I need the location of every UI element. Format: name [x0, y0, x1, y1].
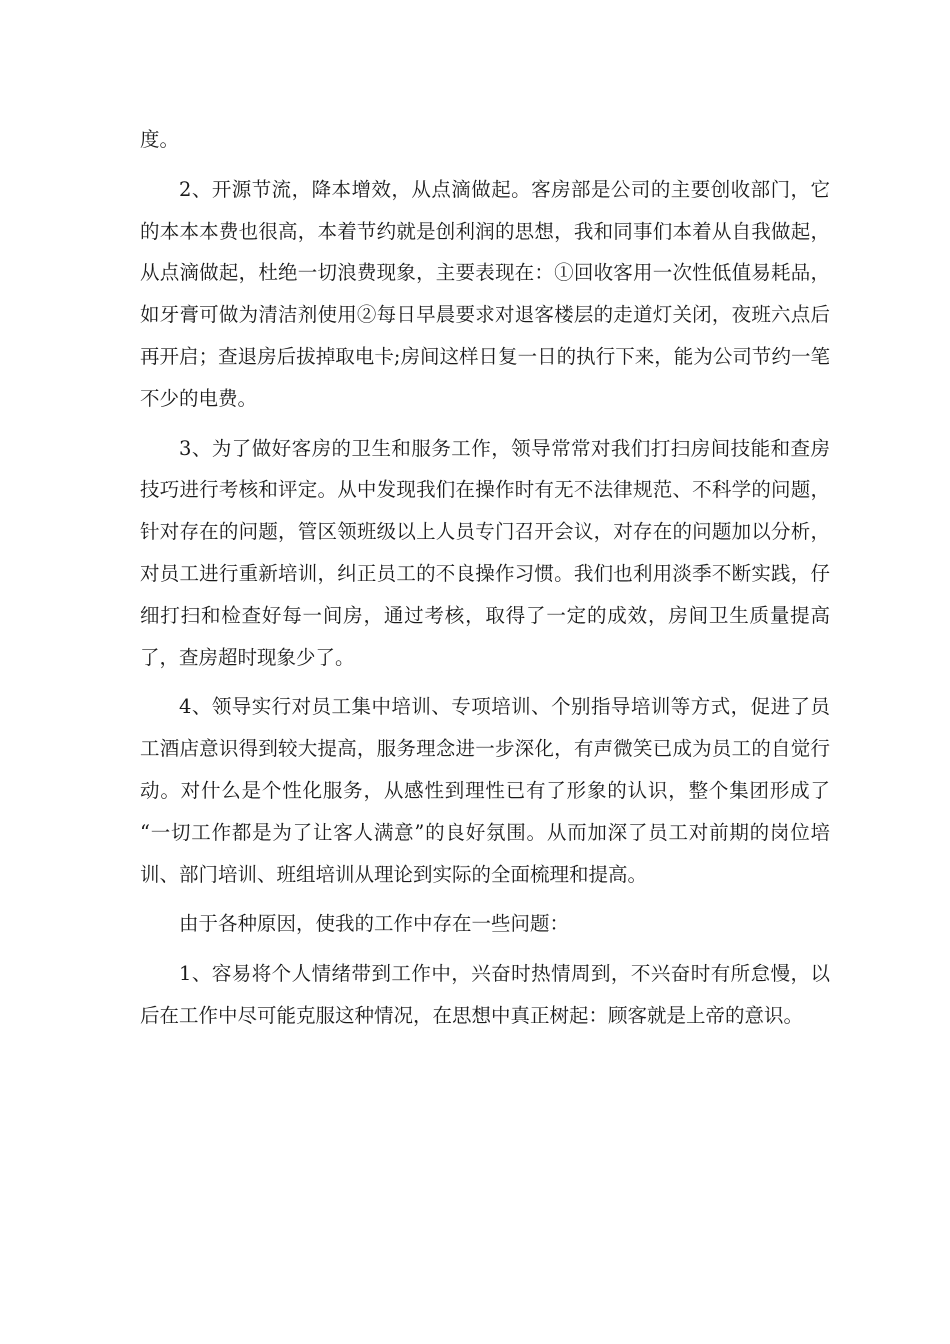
paragraph-item-2: 2、开源节流，降本增效，从点滴做起。客房部是公司的主要创收部门，它的本本本费也很高，本着节约就是创利润的思想，我和同事们本着从自我做起，从点滴做起，杜绝一切浪费现象，主要表现在：①回收客用一次性低值易耗品，如牙膏可做为清洁剂使用②每日早晨要求对退客楼层的走道灯关闭，夜班六点后再开启；查退房后拔掉取电卡;房间这样日复一日的执行下来，能为公司节约一笔不少的电费。 — [140, 177, 830, 410]
paragraph-problem-1: 1、容易将个人情绪带到工作中，兴奋时热情周到，不兴奋时有所怠慢，以后在工作中尽可能克服这种情况，在思想中真正树起：顾客就是上帝的意识。 — [140, 962, 830, 1027]
paragraph-continuation: 度。 — [140, 128, 180, 151]
paragraph-item-3: 3、为了做好客房的卫生和服务工作，领导常常对我们打扫房间技能和查房技巧进行考核和评定。从中发现我们在操作时有无不法律规范、不科学的问题，针对存在的问题，管区领班级以上人员专门召开会议，对存在的问题加以分析，对员工进行重新培训，纠正员工的不良操作习惯。我们也利用淡季不断实践，仔细打扫和检查好每一间房，通过考核，取得了一定的成效，房间卫生质量提高了，查房超时现象少了。 — [140, 436, 830, 669]
document-body — [140, 119, 830, 1045]
paragraph-item-4: 4、领导实行对员工集中培训、专项培训、个别指导培训等方式，促进了员工酒店意识得到较大提高，服务理念进一步深化，有声微笑已成为员工的自觉行动。对什么是个性化服务，从感性到理性已有了形象的认识，整个集团形成了 “一切工作都是为了让客人满意”的良好氛围。从而加深了员工对前期的岗位培训、部门培训、班组培训从理论到实际的全面梳理和提高。 — [140, 695, 830, 886]
paragraph-problems-intro: 由于各种原因，使我的工作中存在一些问题： — [179, 912, 570, 936]
